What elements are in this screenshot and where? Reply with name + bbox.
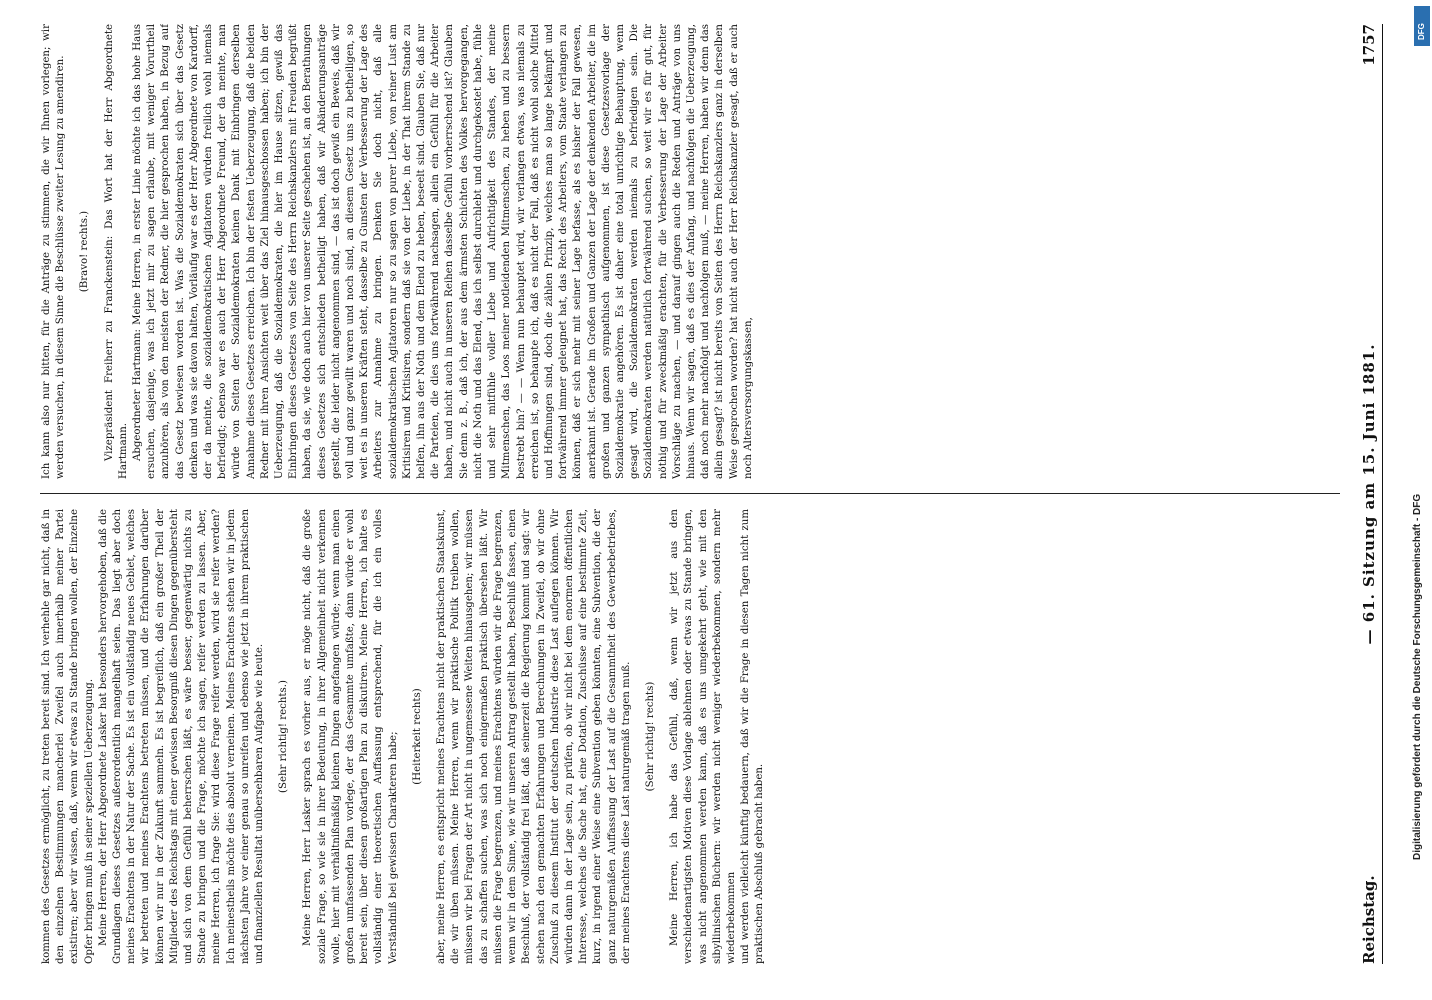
interjection: (Heiterkeit rechts) (411, 688, 423, 785)
column-right (40, 24, 1340, 479)
page-header (1360, 24, 1383, 964)
header-left: Reichstag. (1360, 875, 1378, 964)
paragraph: aber, meine Herren, es entspricht meines Erachtens nicht der praktischen Staatskunst, die wir üben müssen. Meine Herren, wenn wir praktische Politik treiben wollen, müssen wir bei Fragen der Art nicht in ungemessene Weiten hinausgehen; wir müssen das zu schaffen suchen, was sich noch einigermaßen praktisch übersehen läßt. Wir müssen die Frage begrenzen, und meines Erachtens würden wir die Frage begrenzen, wenn wir in dem Sinne, wie wir unseren Antrag gestellt haben, Beschluß fassen, einen Beschluß, der vollständig frei läßt, daß seinerzeit die Regierung kommt und sagt: wir stehen nach den gemachten Erfahrungen und Berechnungen in Zweifel, ob wir ohne Zuschuß zu diesem Institut der deutschen Industrie diese Last auflegen können. Wir würden dann in der Lage sein, zu prüfen, ob wir nicht bei dem enormen öffentlichen Interesse, welches die Sache hat, eine Dotation, Zuschüsse auf eine bestimmte Zeit, kurz, in irgend einer Weise eine Subvention geben könnten, eine Subvention, die der ganz naturgemäßen Auffassung der Last auf die Gesammtheit des Gewerbebetriebes, der meines Erachtens diese Last naturgemäß tragen muß. (436, 509, 632, 964)
header-session: — 61. Sitzung am 15. Juni 1881. (1360, 343, 1378, 645)
paragraph: kommen des Gesetzes ermöglicht, zu treten bereit sind. Ich verhehle gar nicht, daß in den einzelnen Bestimmungen mancherlei Zweifel auch innerhalb meiner Partei existiren; aber wir wissen, daß, wenn wir etwas zu Stande bringen wollen, der Einzelne Opfer bringen muß in seiner speziellen Ueberzeugung. (41, 509, 95, 964)
column-left (40, 509, 1340, 964)
interjection: (Sehr richtig! rechts.) (278, 680, 290, 793)
paragraph: Meine Herren, der Herr Abgeordnete Lasker hat besonders hervorgehoben, daß die Grundlagen dieses Gesetzes außerordentlich mangelhaft seien. Das liegt aber doch meines Erachtens in der Natur der Sache. Es ist ein vollständig neues Gebiet, welches wir betreten und meines Erachtens betreten müssen, und die Erfahrungen darüber können wir nur in der Zukunft sammeln. Es ist begreiflich, daß ein großer Theil der Mitglieder des Reichstags mit einer gewissen Besorgniß diesen Dingen gegenübersteht und sich von dem Gefühl beherrschen läßt, es wäre besser, gegenwärtig nichts zu Stande zu bringen und die Frage, möchte ich sagen, reifer werden zu lassen. Aber, meine Herren, ich frage Sie: wird diese Frage reifer werden, wird sie reifer werden? Ich meinestheils möchte dies absolut verneinen. Meines Erachtens stehen wir in jedem nächsten Jahre vor einer genau so unreifen und ebenso wie jetzt in ihrem praktischen und finanziellen Resultat unübersehbaren Aufgabe wie heute. (97, 509, 266, 964)
digitization-text: Digitalisierung gefördert durch die Deutsche Forschungsgemeinschaft - DFG (1412, 493, 1423, 860)
interjection: (Bravo! rechts.) (79, 210, 91, 293)
speaker-paragraph: Vizepräsident Freiherr zu Franckenstein: Das Wort hat der Herr Abgeordnete Hartmann. (103, 24, 129, 479)
interjection: (Sehr richtig! rechts) (644, 681, 656, 792)
text-columns (40, 24, 1340, 964)
digitization-note (1412, 160, 1430, 860)
dfg-logo (1414, 6, 1430, 46)
paragraph: Ich kann also nur bitten, für die Anträge zu stimmen, die wir Ihnen vorlegen; wir werden versuchen, in diesem Sinne die Beschlüsse zweiter Lesung zu amendiren. (41, 24, 67, 479)
paragraph: Meine Herren, Herr Lasker sprach es vorher aus, er möge nicht, daß die große soziale Frage, so wie sie in ihrer Bedeutung, in ihrer Allgemeinheit nicht verkennen wolle, hier mit verhältnißmäßig kleinen Dingen angefangen würde; wenn man einen großen umfassenden Plan vorlege, der das Gesammte umfaßte, dann würde er wohl bereit sein, über diesen großartigen Plan zu diskutiren. Meine Herren, ich halte es vollständig einer theoretischen Auffassung entsprechend, für die ich ein volles Verständniß bei gewissen Charakteren habe; (302, 509, 399, 964)
speaker-paragraph: Abgeordneter Hartmann: Meine Herren, in erster Linie möchte ich das hohe Haus ersuchen, dasjenige, was ich jetzt mir zu sagen erlaube, mit weniger Vorurtheil anzuhören, als von den meisten der Redner, die hier gesprochen haben, in Bezug auf das Gesetz bewiesen worden ist. Was die Sozialdemokraten sich über das Gesetz denken und was sie davon halten, Vorläufig war es der Herr Abgeordnete von Kardorff, der da meinte, die sozialdemokratischen Agitatoren würden freilich wohl niemals befriedigt; ebenso war es auch der Herr Abgeordnete Freund, der da meinte, man würde von Seiten der Sozialdemokraten keinen Dank mit Einbringen derselben Annahme dieses Gesetzes erreichen. Ich bin der festen Ueberzeugung, daß die beiden Redner mit ihren Ansichten weit über das Ziel hinausgeschossen haben; ich bin der Ueberzeugung, daß die Sozialdemokraten, die hier im Hause sitzen, gewiß das Einbringen dieses Gesetzes von Seite des Herrn Reichskanzlers mit Freuden begrüßt haben, da sie, wie doch auch hier von unserer Seite geschehen ist, an den Berathungen dieses Gesetzes sich entschieden betheiligt haben, daß wir Abänderungsanträge gestellt, die leider nicht angenommen sind, — das ist doch gewiß ein Beweis, daß wir voll und ganz gewillt waren und noch sind, an diesem Gesetz uns zu betheiligen, so weit es in unseren Kräften steht, dasselbe zu Gunsten der Verbesserung der Lage des Arbeiters zur Annahme zu bringen. Denken Sie doch nicht, daß alle sozialdemokratischen Agitatoren nur so zu sagen von purer Liebe, von reiner Lust am Kritisiren und Kritisiren, sondern daß sie von der Liebe, in der That ihrem Stande zu helfen, ihn aus der Noth und dem Elend zu heben, beseelt sind. Glauben Sie, daß nur die Parteien, die dies uns fortwährend nachsagen, allein ein Gefühl für die Arbeiter haben, und nicht auch in unseren Reihen dasselbe Gefühl vorherrschend ist? Glauben Sie denn z. B., daß ich, der aus dem ärmsten Schichten des Volkes hervorgegangen, nicht die Noth und das Elend, das ich selbst durchlebt und durchgekostet habe, fühle und sehr mitfühle voller Liebe und Aufrichtigkeit des Standes, der meine Mitmenschen, das Loos meiner notleidenden Mitmenschen, zu heben und zu bessern bestrebt bin? — — Wenn nun behauptet wird, wir verlangen etwas, was niemals zu erreichen ist, so behaupte ich, daß es nicht der Fall, daß es nicht wohl solche Mittel und Hoffnungen sind, doch die zählen Prinzip, welches man so lange bekämpft und fortwährend immer geleugnet hat, das Recht des Arbeiters, vom Staate verlangen zu können, daß er sich mehr mit seiner Lage befasse, als es bisher der Fall gewesen, anerkannt ist. Gerade im Großen und Ganzen der Lage der denkenden Arbeiter, die im großen und ganzen sympathisch aufgenommen, ist diese Gesetzesvorlage der Sozialdemokratie angehören. Es ist daher eine total unrichtige Behauptung, wenn gesagt wird, die Sozialdemokraten werden niemals zu befriedigen sein. Die Sozialdemokraten werden natürlich fortwährend suchen, so weit wir es für gut, für nöthig und für zweckmäßig erachten, für die Verbesserung der Lage der Arbeiter Vorschläge zu machen, — und darauf gingen auch die Reden und Anträge von uns hinaus. Wenn wir sagen, daß es dies der Anfang, und nachfolgen die Ueberzeugung, daß noch mehr nachfolgt und nachfolgen muß, — meine Herren, haben wir denn das allein gesagt? ist nicht bereits von Seiten des Herrn Reichskanzlers ganz in derselben Weise gesprochen worden? hat nicht auch der Herr Reichskanzler gesagt, daß er auch noch Altersversorgungskassen, (132, 24, 754, 479)
column-divider (40, 493, 1340, 494)
page-number: 1757 (1360, 24, 1378, 66)
paragraph: und werden vielleicht künftig bedauern, daß wir die Frage in diesen Tagen nicht zum praktischen Abschluß gebracht haben. (740, 509, 766, 964)
paragraph: Meine Herren, ich habe das Gefühl, daß, wenn wir jetzt aus den verschiedenartigsten Motiven diese Vorlage ablehnen oder etwas zu Stande bringen, was nicht angenommen werden kann, daß es uns umgekehrt geht, wie mit den sibyllinischen Büchern: wir werden nicht weniger wiederbekommen, sondern mehr wiederbekommen (669, 509, 737, 964)
dfg-logo-text: DFG (1417, 23, 1426, 40)
